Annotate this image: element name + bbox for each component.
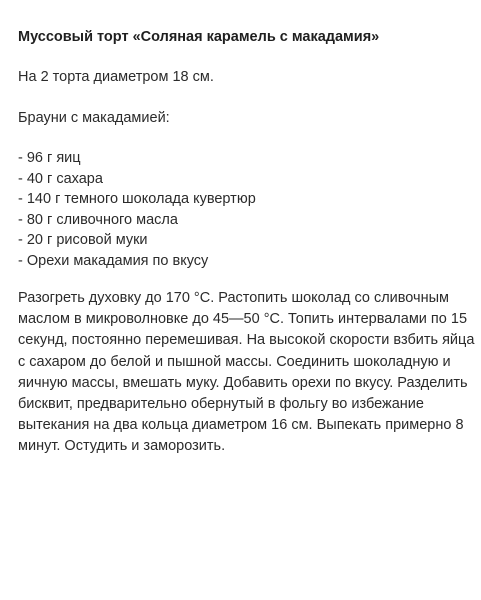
recipe-servings: На 2 торта диаметром 18 см. xyxy=(18,69,214,85)
instructions-line: с сахаром до белой и пышной массы. Соединить шоколадную и xyxy=(18,353,451,370)
instructions-line: яичную массы, вмешать муку. Добавить орехи по вкусу. Разделить xyxy=(18,374,468,391)
instructions-line: Разогреть духовку до 170 °С. Растопить шоколад со сливочным xyxy=(18,290,449,306)
instructions-line: бисквит, предварительно обернутый в фольгу во избежание xyxy=(18,396,424,413)
ingredient-item: - 96 г яиц xyxy=(18,150,81,166)
ingredient-item: - 80 г сливочного масла xyxy=(18,211,178,228)
instructions-line: маслом в микроволновке до 45—50 °С. Топить интервалами по 15 xyxy=(18,311,468,328)
ingredient-item: - 140 г темного шоколада кувертюр xyxy=(18,191,256,207)
instructions-line: секунд, постоянно перемешивая. На высокой скорости взбить яйца xyxy=(18,332,475,349)
recipe-title: Муссовый торт «Соляная карамель с макадамия» xyxy=(18,29,380,45)
instructions-line: вытекания на два кольца диаметром 16 см. Выпекать примерно 8 xyxy=(18,417,464,434)
section-title: Брауни с макадамией: xyxy=(18,110,170,126)
instructions-paragraph xyxy=(18,288,475,458)
ingredient-item: - Орехи макадамия по вкусу xyxy=(18,252,209,269)
ingredient-item: - 20 г рисовой муки xyxy=(18,232,148,248)
ingredient-item: - 40 г сахара xyxy=(18,170,103,187)
instructions-line: минут. Остудить и заморозить. xyxy=(18,438,226,455)
ingredients-list xyxy=(18,148,256,271)
